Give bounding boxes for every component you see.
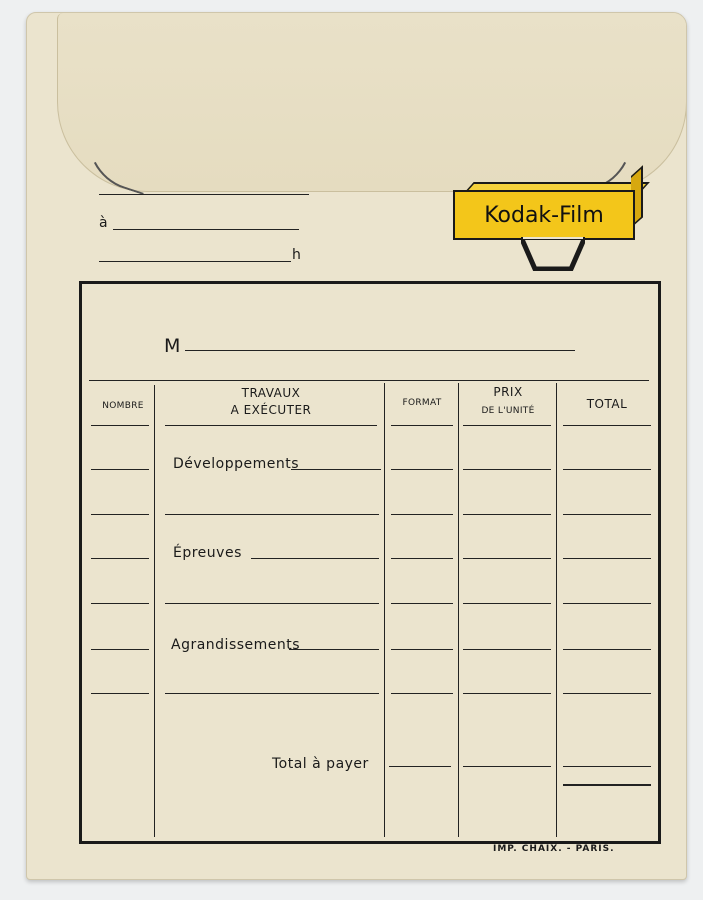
row-label-agrandissements: Agrandissements xyxy=(171,637,301,653)
header-underline-total xyxy=(563,425,651,426)
total-a-payer-label: Total à payer xyxy=(272,756,369,772)
row6-format[interactable] xyxy=(391,693,453,694)
logo-stand-icon xyxy=(521,237,585,271)
row3-format[interactable] xyxy=(391,558,453,559)
row4-prix[interactable] xyxy=(463,603,551,604)
row5-prix[interactable] xyxy=(463,649,551,650)
header-format: FORMAT xyxy=(402,398,442,408)
total-total-line[interactable] xyxy=(563,766,651,767)
column-divider-4 xyxy=(556,383,557,837)
row1-format[interactable] xyxy=(391,469,453,470)
row1-nombre[interactable] xyxy=(91,469,149,470)
row1-prix[interactable] xyxy=(463,469,551,470)
row1-total[interactable] xyxy=(563,469,651,470)
header-prix-line2: DE L'UNITÉ xyxy=(481,406,535,416)
row-line-epreuves[interactable] xyxy=(251,558,379,559)
row3-prix[interactable] xyxy=(463,558,551,559)
recipient-prefix: M xyxy=(164,335,181,357)
row6-prix[interactable] xyxy=(463,693,551,694)
header-underline-nombre xyxy=(91,425,149,426)
row-line-agrandissements[interactable] xyxy=(289,649,379,650)
row5-format[interactable] xyxy=(391,649,453,650)
header-underline-travaux xyxy=(165,425,377,426)
row4-format[interactable] xyxy=(391,603,453,604)
total-double-rule xyxy=(563,784,651,786)
column-divider-2 xyxy=(384,383,385,837)
row5-total[interactable] xyxy=(563,649,651,650)
recipient-line[interactable] xyxy=(185,350,575,351)
header-travaux-line2: A EXÉCUTER xyxy=(230,403,312,417)
header-underline-format xyxy=(391,425,453,426)
total-prix-line[interactable] xyxy=(463,766,551,767)
row4-travaux[interactable] xyxy=(165,603,379,604)
row2-total[interactable] xyxy=(563,514,651,515)
address-suffix-h: h xyxy=(292,247,302,263)
kodak-film-logo xyxy=(453,190,635,240)
row3-total[interactable] xyxy=(563,558,651,559)
row4-nombre[interactable] xyxy=(91,603,149,604)
row5-nombre[interactable] xyxy=(91,649,149,650)
header-nombre: NOMBRE xyxy=(102,401,144,411)
row-label-developpements: Développements xyxy=(173,456,300,472)
total-format-line[interactable] xyxy=(389,766,451,767)
row6-total[interactable] xyxy=(563,693,651,694)
row6-nombre[interactable] xyxy=(91,693,149,694)
row2-travaux[interactable] xyxy=(165,514,379,515)
address-line-h[interactable] xyxy=(99,261,291,262)
address-line-top xyxy=(99,194,309,195)
address-line-a[interactable] xyxy=(113,229,299,230)
row-line-developpements[interactable] xyxy=(291,469,381,470)
order-form-frame xyxy=(79,281,661,844)
column-divider-3 xyxy=(458,383,459,837)
address-prefix-a: à xyxy=(99,215,109,231)
header-top-rule xyxy=(89,380,649,381)
header-travaux-line1: TRAVAUX xyxy=(241,386,301,400)
header-total: TOTAL xyxy=(586,397,628,411)
printer-credit: IMP. CHAIX. - PARIS. xyxy=(493,844,615,854)
column-divider-1 xyxy=(154,385,155,837)
logo-text: Kodak-Film xyxy=(484,202,604,228)
header-underline-prix xyxy=(463,425,551,426)
row3-nombre[interactable] xyxy=(91,558,149,559)
row6-travaux[interactable] xyxy=(165,693,379,694)
row-label-epreuves: Épreuves xyxy=(173,545,242,561)
row4-total[interactable] xyxy=(563,603,651,604)
row2-format[interactable] xyxy=(391,514,453,515)
row2-nombre[interactable] xyxy=(91,514,149,515)
header-prix-line1: PRIX xyxy=(493,385,523,399)
envelope xyxy=(26,12,687,880)
row2-prix[interactable] xyxy=(463,514,551,515)
